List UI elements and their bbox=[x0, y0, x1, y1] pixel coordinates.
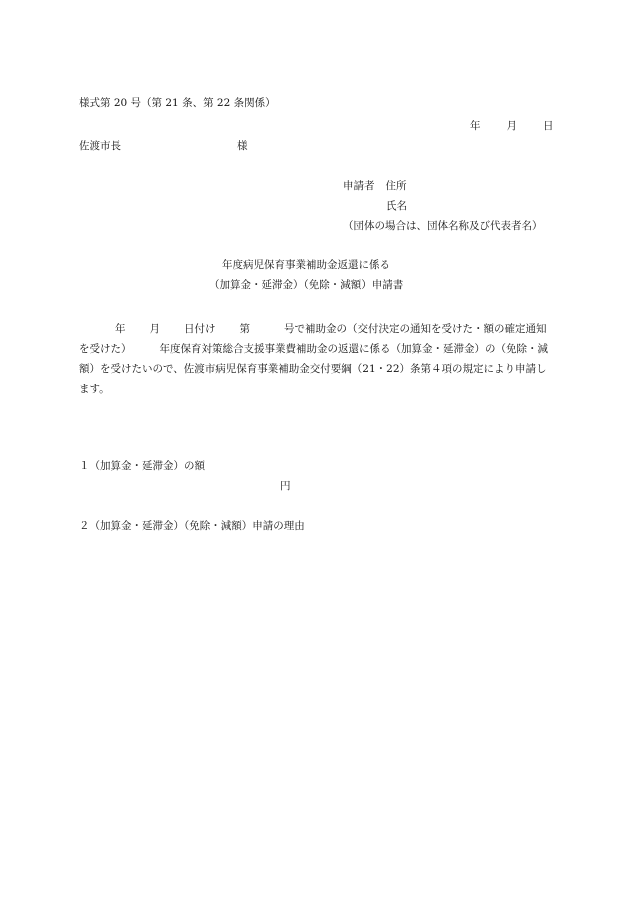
date-line bbox=[470, 120, 554, 133]
body-paragraph bbox=[79, 319, 553, 399]
item-2-label bbox=[79, 520, 305, 533]
applicant-address-label: 住所 bbox=[385, 180, 407, 192]
item-2-number: ２ bbox=[79, 520, 90, 532]
date-day: 日 bbox=[543, 120, 554, 132]
addressee-line bbox=[79, 140, 248, 153]
body-dated: 日付け bbox=[184, 323, 216, 335]
body-text-b: 年度保育対策総合支援事業費補助金の返還に係る（加算金・延滞金）の（免除・減額）を受けたいので、佐渡市病児保育事業補助金交付要綱（21・22）条第４項の規定により申請します。 bbox=[79, 343, 548, 395]
item-1-label bbox=[79, 460, 205, 473]
document-title-line2: （加算金・延滞金）（免除・減額）申請書 bbox=[209, 279, 404, 291]
date-year: 年 bbox=[470, 120, 481, 132]
body-year: 年 bbox=[115, 323, 126, 335]
addressee-name: 佐渡市長 bbox=[79, 140, 121, 152]
date-month: 月 bbox=[506, 120, 517, 132]
item-1-unit: 円 bbox=[280, 480, 291, 492]
form-number: 様式第 20 号（第 21 条、第 22 条関係） bbox=[79, 97, 276, 109]
item-1-number: １ bbox=[79, 460, 90, 472]
addressee-honorific: 様 bbox=[237, 140, 248, 152]
item-1-text: （加算金・延滞金）の額 bbox=[89, 460, 205, 472]
applicant-org-note: （団体の場合は、団体名称及び代表者名） bbox=[343, 220, 543, 232]
body-month: 月 bbox=[149, 323, 160, 335]
body-text-a: 号で補助金の（交付決定の通知を受けた・額の確定通知を受けた） bbox=[79, 323, 547, 355]
applicant-name-line: 氏名 bbox=[386, 200, 407, 212]
applicant-label: 申請者 bbox=[343, 180, 375, 192]
body-number-prefix: 第 bbox=[239, 323, 250, 335]
applicant-address-line bbox=[343, 180, 407, 193]
document-title-line1: 年度病児保育事業補助金返還に係る bbox=[222, 259, 390, 271]
item-2-text: （加算金・延滞金）（免除・減額）申請の理由 bbox=[89, 520, 305, 532]
